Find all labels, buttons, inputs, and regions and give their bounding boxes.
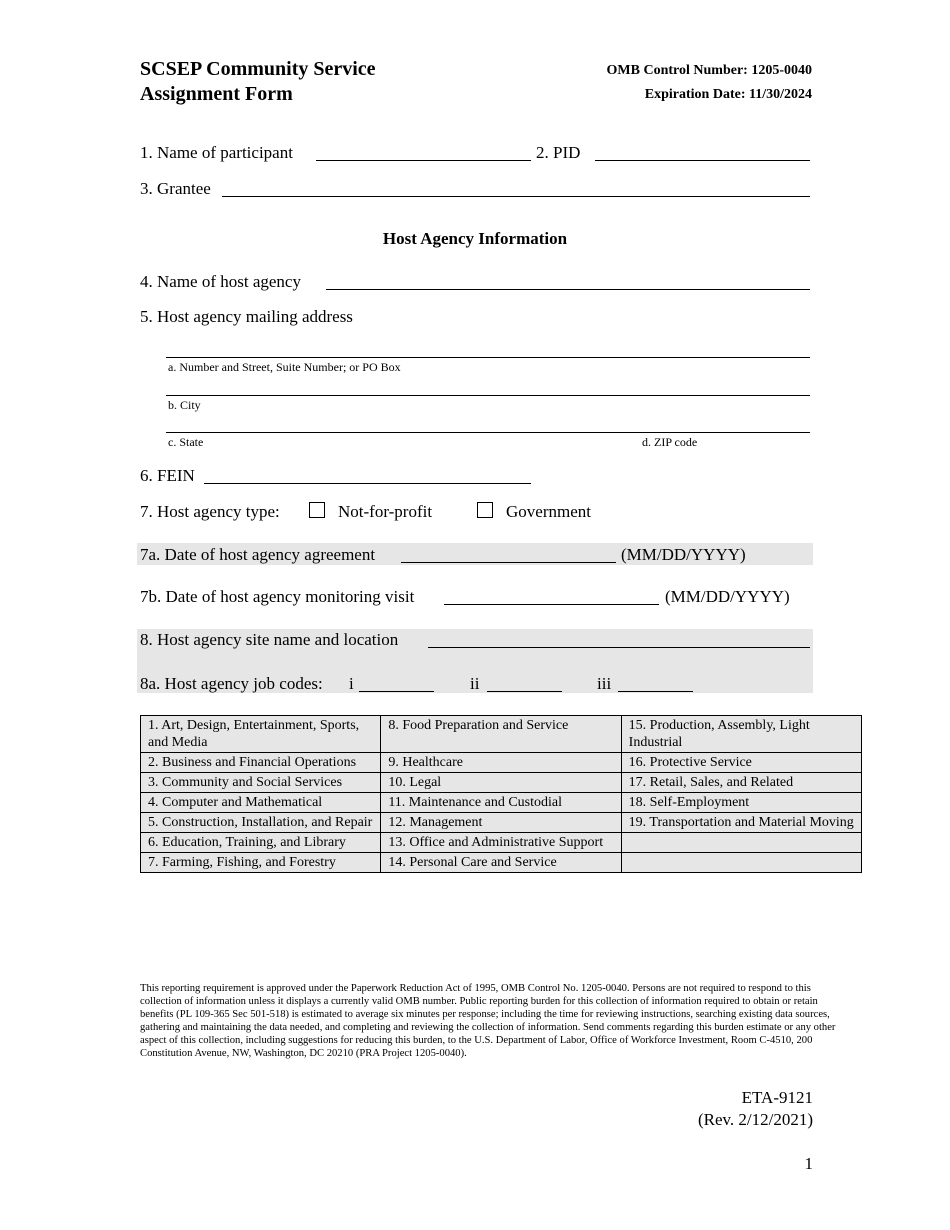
form-title-line2: Assignment Form [140, 83, 293, 105]
not-for-profit-checkbox[interactable] [309, 502, 325, 518]
form-title-line1: SCSEP Community Service [140, 58, 376, 80]
street-label: a. Number and Street, Suite Number; or PO Box [168, 360, 401, 374]
job-code-i-field[interactable] [359, 691, 434, 692]
participant-name-field[interactable] [316, 160, 531, 161]
not-for-profit-label: Not-for-profit [338, 502, 433, 521]
government-label: Government [506, 502, 591, 521]
table-cell: 11. Maintenance and Custodial [381, 793, 621, 813]
table-cell: 15. Production, Assembly, Light Industrial [621, 716, 861, 753]
site-label: 8. Host agency site name and location [140, 630, 399, 649]
grantee-field[interactable] [222, 196, 810, 197]
table-row [141, 853, 862, 873]
table-cell [621, 853, 861, 873]
government-checkbox[interactable] [477, 502, 493, 518]
table-cell: 16. Protective Service [621, 753, 861, 773]
job-code-iii-label: iii [597, 674, 612, 693]
city-field[interactable] [166, 395, 810, 396]
table-row [141, 793, 862, 813]
state-zip-field[interactable] [166, 432, 810, 433]
monitoring-date-label: 7b. Date of host agency monitoring visit [140, 587, 415, 606]
job-code-ii-label: ii [470, 674, 480, 693]
participant-label: 1. Name of participant [140, 143, 293, 162]
expiration-date: Expiration Date: 11/30/2024 [644, 87, 812, 102]
host-agency-type-label: 7. Host agency type: [140, 502, 280, 521]
pid-field[interactable] [595, 160, 810, 161]
omb-control-number: OMB Control Number: 1205-0040 [606, 63, 812, 78]
job-codes-label: 8a. Host agency job codes: [140, 674, 323, 693]
table-cell: 19. Transportation and Material Moving [621, 813, 861, 833]
host-agency-field[interactable] [326, 289, 810, 290]
agreement-date-label: 7a. Date of host agency agreement [140, 545, 376, 564]
table-cell: 18. Self-Employment [621, 793, 861, 813]
city-label: b. City [168, 398, 201, 412]
table-cell: 8. Food Preparation and Service [381, 716, 621, 753]
page-number: 1 [804, 1154, 813, 1173]
table-row [141, 773, 862, 793]
street-field[interactable] [166, 357, 810, 358]
agreement-date-format: (MM/DD/YYYY) [621, 545, 746, 564]
form-number: ETA-9121 [741, 1088, 813, 1107]
state-label: c. State [168, 435, 204, 449]
table-cell: 12. Management [381, 813, 621, 833]
section-title: Host Agency Information [382, 229, 568, 248]
table-cell: 13. Office and Administrative Support [381, 833, 621, 853]
table-cell: 14. Personal Care and Service [381, 853, 621, 873]
table-cell: 17. Retail, Sales, and Related [621, 773, 861, 793]
table-row [141, 753, 862, 773]
agreement-date-field[interactable] [401, 562, 616, 563]
table-cell: 2. Business and Financial Operations [141, 753, 381, 773]
site-field[interactable] [428, 647, 810, 648]
table-cell: 10. Legal [381, 773, 621, 793]
table-cell: 4. Computer and Mathematical [141, 793, 381, 813]
table-row [141, 716, 862, 753]
host-agency-label: 4. Name of host agency [140, 272, 301, 291]
monitoring-date-field[interactable] [444, 604, 659, 605]
fein-label: 6. FEIN [140, 466, 195, 485]
table-cell: 1. Art, Design, Entertainment, Sports, and Media [141, 716, 381, 753]
job-code-i-label: i [349, 674, 354, 693]
table-cell [621, 833, 861, 853]
table-cell: 5. Construction, Installation, and Repair [141, 813, 381, 833]
fein-field[interactable] [204, 483, 531, 484]
table-cell: 6. Education, Training, and Library [141, 833, 381, 853]
job-code-iii-field[interactable] [618, 691, 693, 692]
table-cell: 9. Healthcare [381, 753, 621, 773]
mailing-address-label: 5. Host agency mailing address [140, 307, 353, 326]
monitoring-date-format: (MM/DD/YYYY) [665, 587, 790, 606]
table-cell: 3. Community and Social Services [141, 773, 381, 793]
revision-date: (Rev. 2/12/2021) [697, 1110, 813, 1129]
table-row [141, 833, 862, 853]
job-codes-table [140, 715, 862, 873]
pid-label: 2. PID [536, 143, 581, 162]
table-row [141, 813, 862, 833]
job-code-ii-field[interactable] [487, 691, 562, 692]
grantee-label: 3. Grantee [140, 179, 211, 198]
table-cell: 7. Farming, Fishing, and Forestry [141, 853, 381, 873]
paperwork-reduction-notice: This reporting requirement is approved under the Paperwork Reduction Act of 1995, OMB Control No. 1205-0040. Persons are not required to respond to this collection of information unless it displays a currently valid OMB number. Public reporting burden for this collection of information required to obtain or retain benefits (PL 109-365 Sec 501-518) is estimated to average six minutes per response; including the time for reviewing instructions, searching existing data sources, gathering and maintaining the data needed, and completing and reviewing the collection of information. Send comments regarding this burden estimate or any other aspect of this collection, including suggestions for reducing this burden, to the U.S. Department of Labor, Office of Workforce Investment, Room C-4510, 200 Constitution Avenue, NW, Washington, DC 20210 (PRA Project 1205-0040). [140, 983, 836, 1059]
zip-label: d. ZIP code [642, 435, 698, 449]
